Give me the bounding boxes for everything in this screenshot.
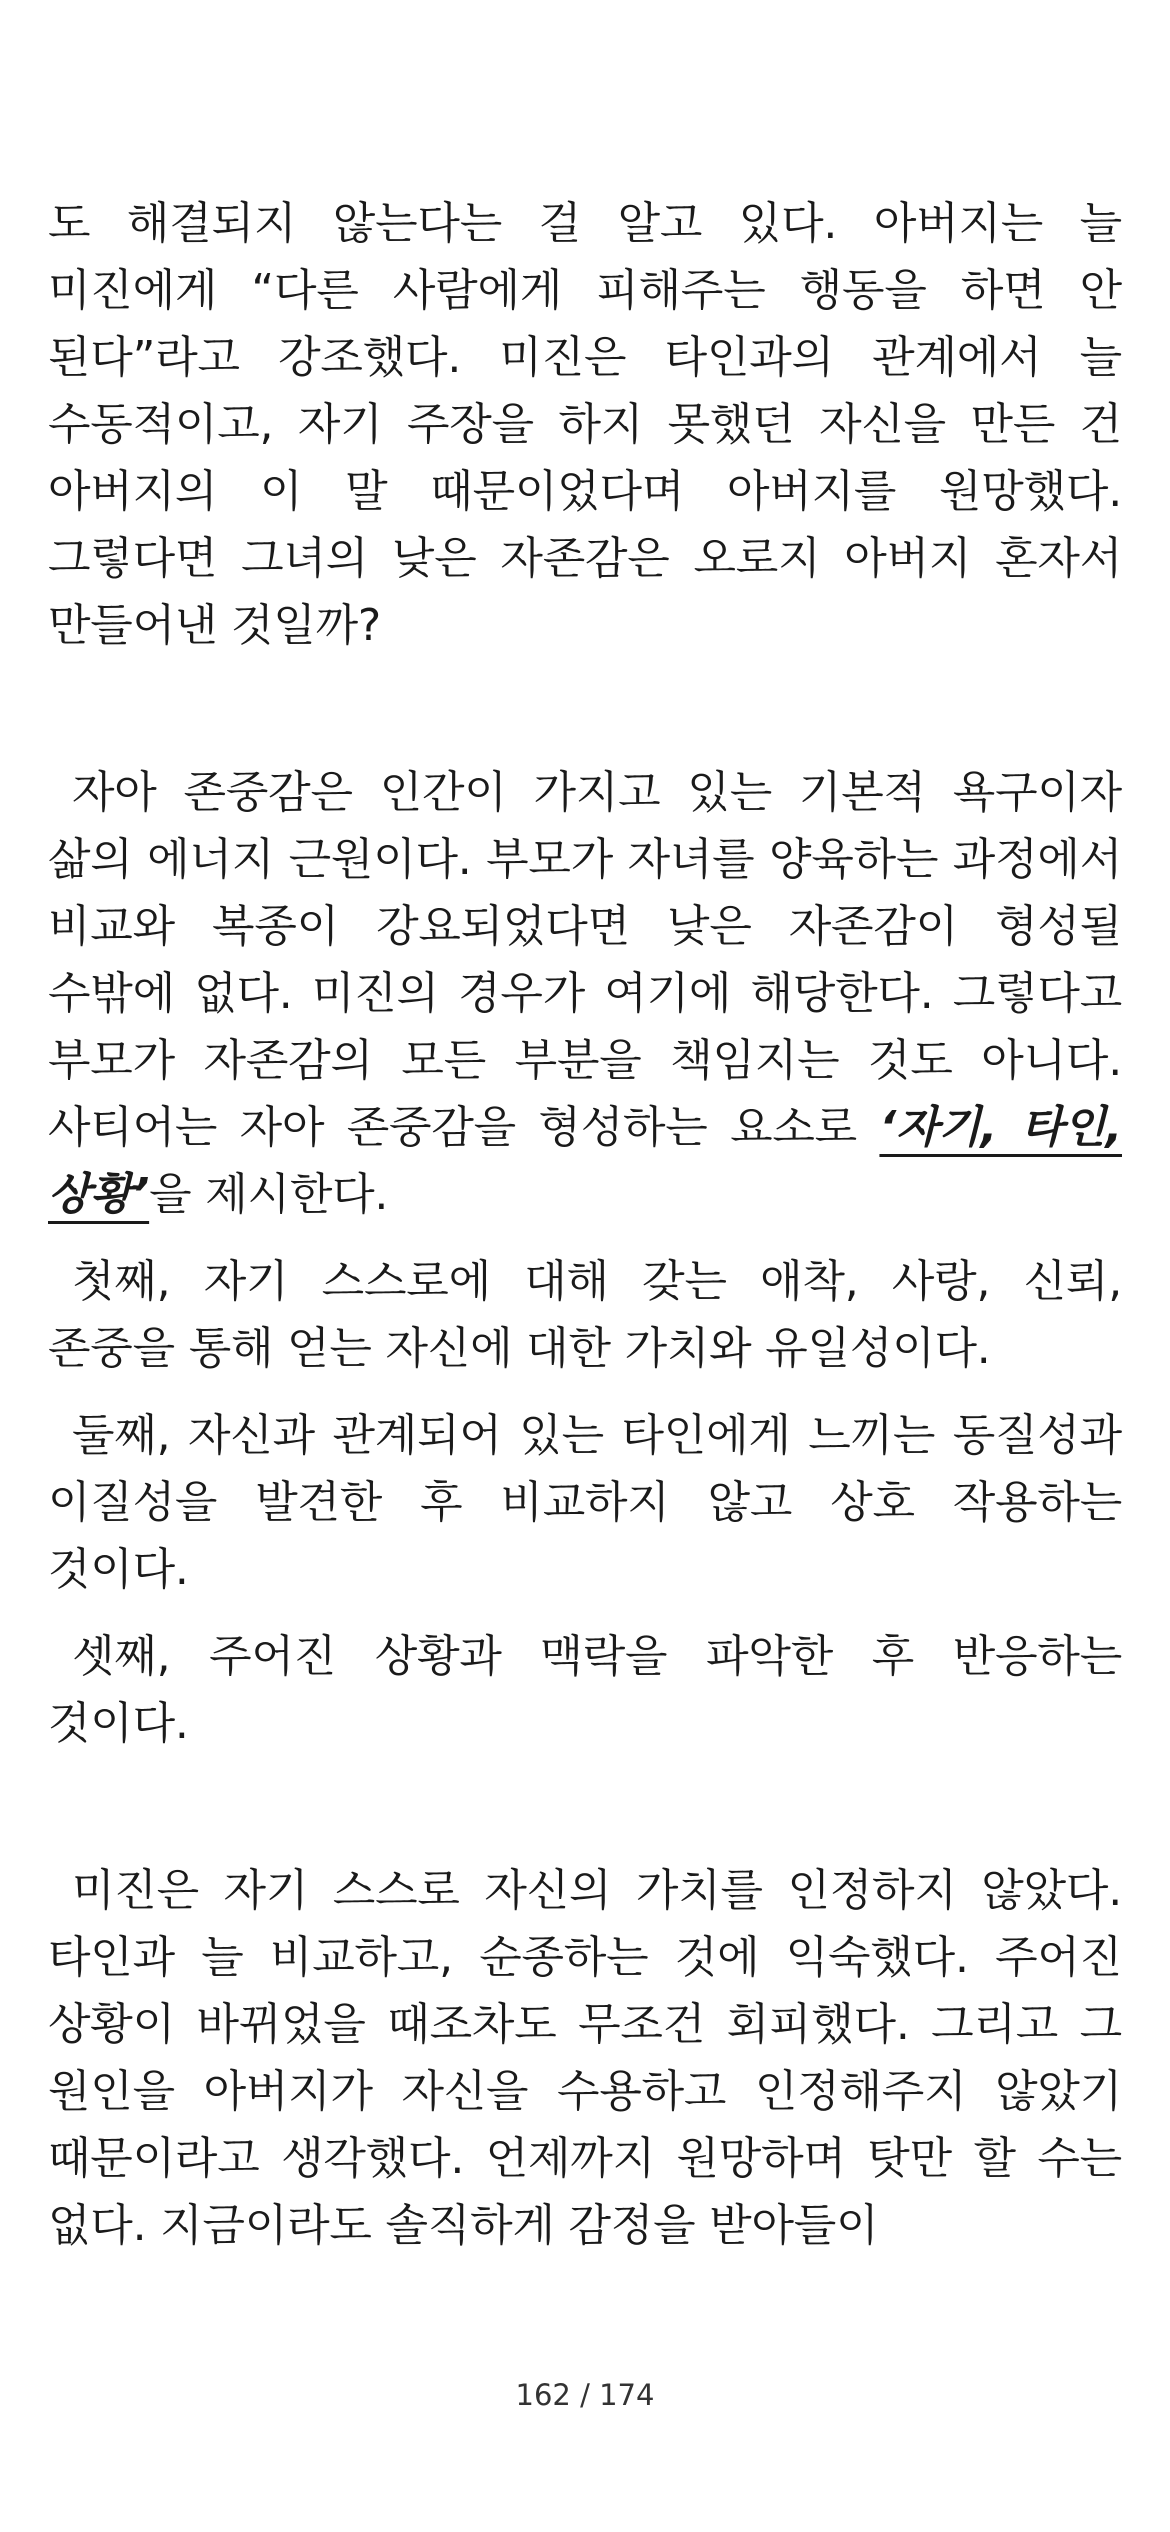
paragraph-1: 도 해결되지 않는다는 걸 알고 있다. 아버지는 늘 미진에게 “다른 사람에게 피해주는 행동을 하면 안 된다”라고 강조했다. 미진은 타인과의 관계에서 늘 수동적이고, 자기 주장을 하지 못했던 자신을 만든 건 아버지의 이 말 때문이었다며 아버지를 원망했다. 그렇다면 그녀의 낮은 자존감은 오로지 아버지 혼자서 만들어낸 것일까?: [48, 198, 1122, 651]
paragraph-2-text: 자아 존중감은 인간이 가지고 있는 기본적 욕구이자 삶의 에너지 근원이다. 부모가 자녀를 양육하는 과정에서 비교와 복종이 강요되었다면 낮은 자존감이 형성될 수밖에 없다. 미진의 경우가 여기에 해당한다. 그렇다고 부모가 자존감의 모든 부분을 책임지는 것도 아니다. 사티어는 자아 존중감을 형성하는 요소로: [48, 767, 1122, 1153]
paragraph-third-item: 셋째, 주어진 상황과 맥락을 파악한 후 반응하는 것이다.: [48, 1631, 1122, 1749]
page-indicator: 162 / 174: [515, 2378, 655, 2412]
paragraph-last: 미진은 자기 스스로 자신의 가치를 인정하지 않았다. 타인과 늘 비교하고, 순종하는 것에 익숙했다. 주어진 상황이 바뀌었을 때조차도 무조건 회피했다. 그리고 그 원인을 아버지가 자신을 수용하고 인정해주지 않았기 때문이라고 생각했다. 언제까지 원망하며 탓만 할 수는 없다. 지금이라도 솔직하게 감정을 받아들이: [48, 1865, 1122, 2251]
reader-content: [48, 190, 1122, 2259]
paragraph-2-tail: 을 제시한다.: [149, 1169, 389, 1220]
emphasized-phrase: ‘자기, 타인, 상황’: [48, 1102, 1122, 1220]
paragraph-first-item: 첫째, 자기 스스로에 대해 갖는 애착, 사랑, 신뢰, 존중을 통해 얻는 자신에 대한 가치와 유일성이다.: [48, 1256, 1122, 1374]
paragraph-2: [48, 759, 1122, 1228]
paragraph-second-item: 둘째, 자신과 관계되어 있는 타인에게 느끼는 동질성과 이질성을 발견한 후 비교하지 않고 상호 작용하는 것이다.: [48, 1410, 1122, 1595]
